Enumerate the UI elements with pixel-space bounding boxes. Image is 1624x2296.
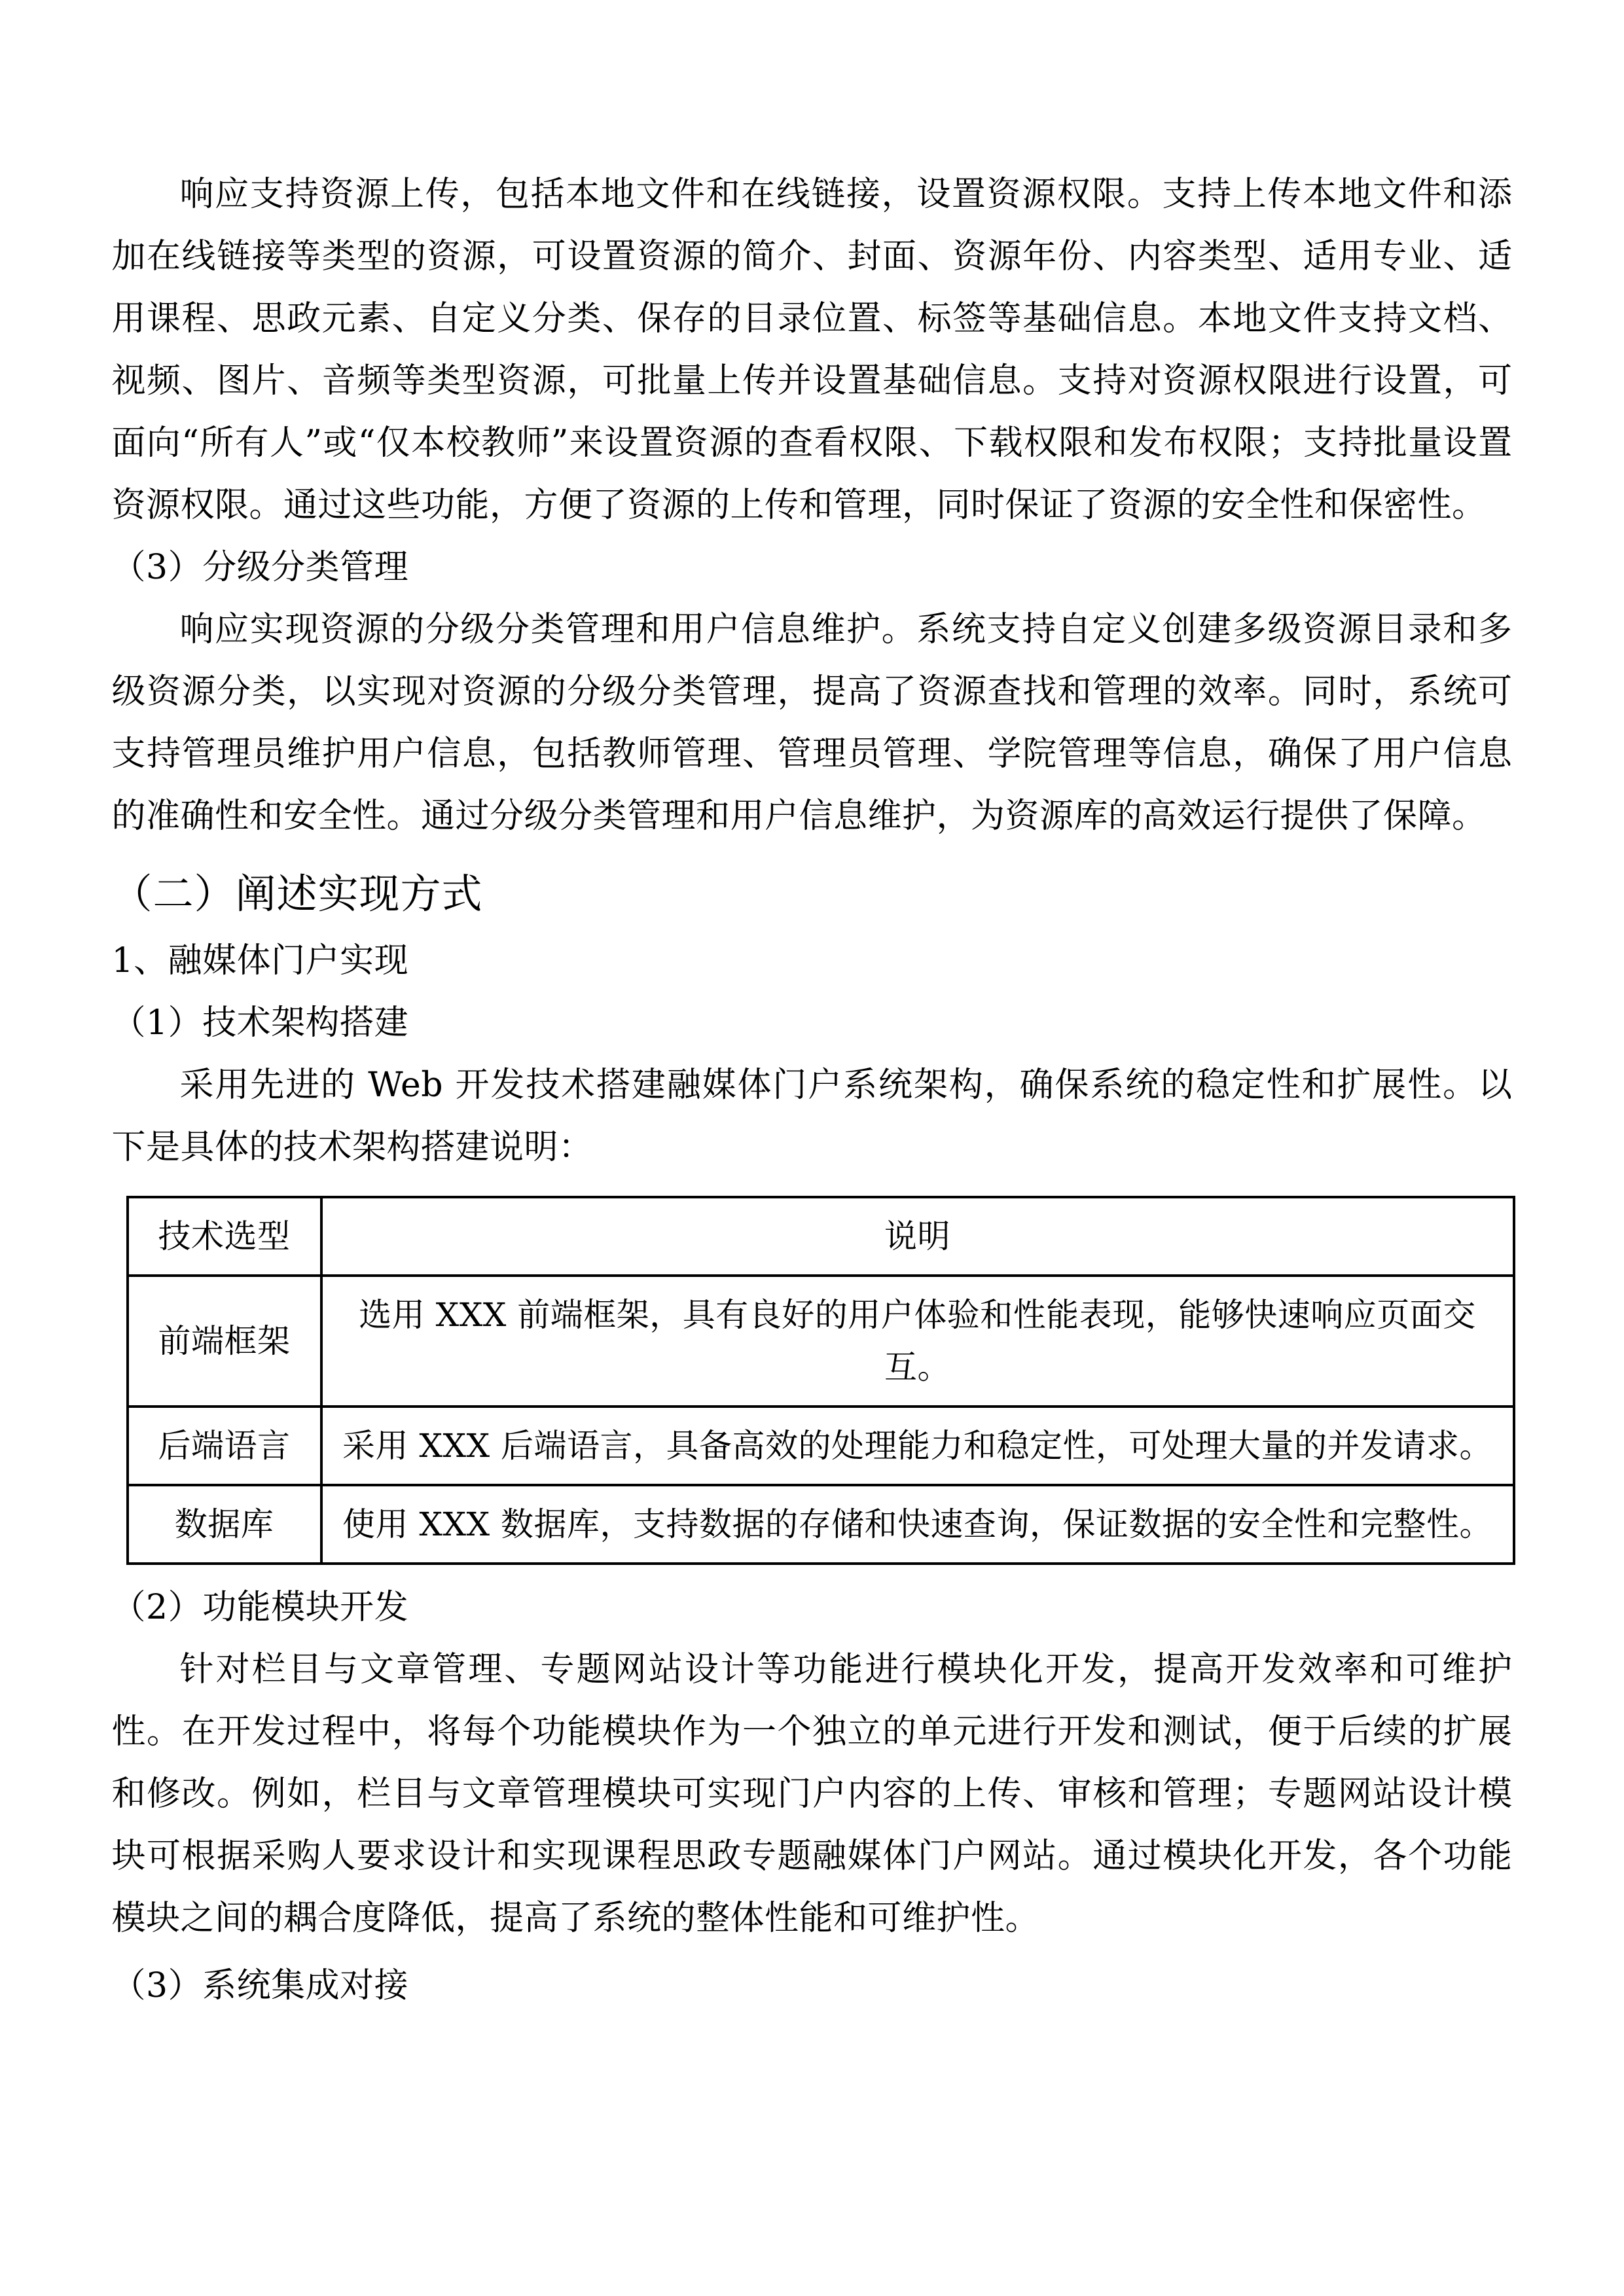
spacer [112, 848, 1513, 858]
heading-item-one: 1、融媒体门户实现 [111, 941, 409, 980]
tech-selection-table [126, 1196, 1515, 1565]
heading-section-two: （二）阐述实现方式 [111, 870, 483, 918]
table-cell-desc-backend: 采用 XXX 后端语言，具备高效的处理能力和稳定性，可处理大量的并发请求。 [321, 1407, 1514, 1485]
table-cell-key-database: 数据库 [128, 1485, 321, 1564]
document-body [112, 164, 1513, 2017]
paragraph-grade-classification: 响应实现资源的分级分类管理和用户信息维护。系统支持自定义创建多级资源目录和多级资源分类，以实现对资源的分级分类管理，提高了资源查找和管理的效率。同时，系统可支持管理员维护用户信息，包括教师管理、管理员管理、学院管理等信息，确保了用户信息的准确性和安全性。通过分级分类管理和用户信息维护，为资源库的高效运行提供了保障。 [111, 610, 1513, 836]
table-header-cell-description: 说明 [321, 1197, 1514, 1276]
heading-system-integration: （3）系统集成对接 [111, 1966, 409, 2005]
table-header-cell-technology: 技术选型 [128, 1197, 321, 1276]
paragraph-tech-architecture: 采用先进的 Web 开发技术搭建融媒体门户系统架构，确保系统的稳定性和扩展性。以下是具体的技术架构搭建说明： [111, 1066, 1513, 1167]
table-header-row [128, 1197, 1514, 1276]
heading-tech-architecture: （1）技术架构搭建 [111, 1003, 409, 1043]
table-row [128, 1407, 1514, 1485]
spacer [112, 1950, 1513, 1955]
table-cell-desc-database: 使用 XXX 数据库，支持数据的存储和快速查询，保证数据的安全性和完整性。 [321, 1485, 1514, 1564]
table-cell-key-frontend: 前端框架 [128, 1276, 321, 1407]
heading-module-development: （2）功能模块开发 [111, 1588, 409, 1627]
table-cell-key-backend: 后端语言 [128, 1407, 321, 1485]
heading-grade-classification: （3）分级分类管理 [111, 548, 409, 587]
table-row [128, 1485, 1514, 1564]
paragraph-resource-upload: 响应支持资源上传，包括本地文件和在线链接，设置资源权限。支持上传本地文件和添加在线链接等类型的资源，可设置资源的简介、封面、资源年份、内容类型、适用专业、适用课程、思政元素、自定义分类、保存的目录位置、标签等基础信息。本地文件支持文档、视频、图片、音频等类型资源，可批量上传并设置基础信息。支持对资源权限进行设置，可面向“所有人”或“仅本校教师”来设置资源的查看权限、下载权限和发布权限；支持批量设置资源权限。通过这些功能，方便了资源的上传和管理，同时保证了资源的安全性和保密性。 [111, 175, 1513, 525]
table-row [128, 1276, 1514, 1407]
paragraph-module-development: 针对栏目与文章管理、专题网站设计等功能进行模块化开发，提高开发效率和可维护性。在开发过程中，将每个功能模块作为一个独立的单元进行开发和测试，便于后续的扩展和修改。例如，栏目与文章管理模块可实现门户内容的上传、审核和管理；专题网站设计模块可根据采购人要求设计和实现课程思政专题融媒体门户网站。通过模块化开发，各个功能模块之间的耦合度降低，提高了系统的整体性能和可维护性。 [111, 1650, 1513, 1938]
table-cell-desc-frontend: 选用 XXX 前端框架，具有良好的用户体验和性能表现，能够快速响应页面交互。 [321, 1276, 1514, 1407]
